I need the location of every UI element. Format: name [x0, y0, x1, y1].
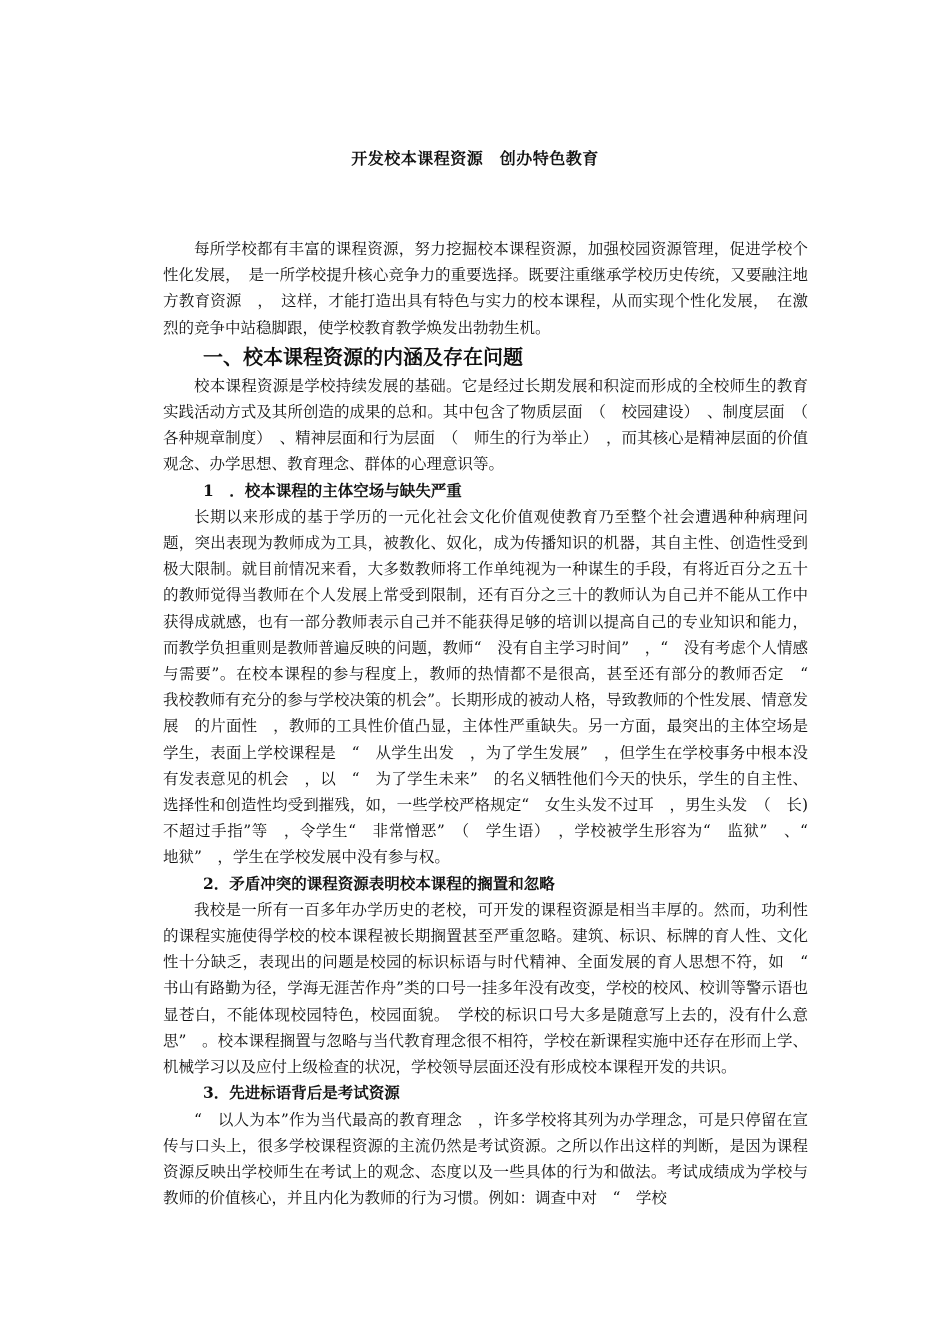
- document-title: 开发校本课程资源 创办特色教育: [351, 149, 599, 168]
- subsection-heading-3: 3．先进标语背后是考试资源: [203, 1083, 400, 1103]
- subsection-heading-2: 2．矛盾冲突的课程资源表明校本课程的搁置和忽略: [203, 873, 555, 893]
- subsection-paragraph-3: “ 以人为本”作为当代最高的教育理念 ，许多学校将其列为办学理念，可是只停留在宣传与口头上，很多学校课程资源的主流仍然是考试资源。之所以作出这样的判断，是因为课程资源反映出学校师生在考试上的观念、态度以及一些具体的行为和做法。考试成绩成为学校与教师的价值核心，并且内化为教师的行为习惯。例如：调查中对 “ 学校: [163, 1110, 808, 1208]
- subsection-heading-1: 1 ．校本课程的主体空场与缺失严重: [203, 480, 462, 500]
- subsection-paragraph-2: 我校是一所有一百多年办学历史的老校，可开发的课程资源是相当丰厚的。然而，功利性的课程实施使得学校的校本课程被长期搁置甚至严重忽略。建筑、标识、标牌的育人性、文化性十分缺乏，表现出的问题是校园的标识标语与时代精神、全面发展的育人思想不符，如 “ 书山有路勤为径，学海无涯苦作舟”类的口号一挂多年没有改变，学校的校风、校训等警示语也显苍白，不能体现校园特色，校园面貌。 学校的标识口号大多是随意写上去的，没有什么意思” 。校本课程搁置与忽略与当代教育理念很不相符，学校在新课程实施中还存在形而上学、机械学习以及应付上级检查的状况，学校领导层面还没有形成校本课程开发的共识。: [163, 900, 824, 1077]
- section-paragraph: 校本课程资源是学校持续发展的基础。它是经过长期发展和积淀而形成的全校师生的教育实践活动方式及其所创造的成果的总和。其中包含了物质层面 （ 校园建设） 、制度层面 （ 各种规章制度） 、精神层面和行为层面 （ 师生的行为举止） ，而其核心是精神层面的价值观念、办学思想、教育理念、群体的心理意识等。: [163, 376, 824, 474]
- section-heading: 一、校本课程资源的内涵及存在问题: [203, 344, 523, 369]
- document-body: [163, 236, 824, 1211]
- subsection-paragraph-1: 长期以来形成的基于学历的一元化社会文化价值观使教育乃至整个社会遭遇种种病理问题，突出表现为教师成为工具，被教化、奴化，成为传播知识的机器，其自主性、创造性受到极大限制。就目前情况来看，大多数教师将工作单纯视为一种谋生的手段，有将近百分之五十的教师觉得当教师在个人发展上常受到限制，还有百分之三十的教师认为自己并不能从工作中获得成就感，也有一部分教师表示自己并不能获得足够的培训以提高自己的专业知识和能力，而教学负担重则是教师普遍反映的问题，教师“ 没有自主学习时间” ，“ 没有考虑个人情感与需要”。在校本课程的参与程度上，教师的热情都不是很高，甚至还有部分的教师否定 “ 我校教师有充分的参与学校决策的机会”。长期形成的被动人格，导致教师的个性发展、情意发展 的片面性 ，教师的工具性价值凸显，主体性严重缺失。另一方面，最突出的主体空场是学生，表面上学校课程是 “ 从学生出发 ，为了学生发展” ，但学生在学校事务中根本没有发表意见的机会 ，以 “ 为了学生未来” 的名义牺牲他们今天的快乐，学生的自主性、选择性和创造性均受到摧残，如，一些学校严格规定“ 女生头发不过耳 ，男生头发 （ 长)不超过手指”等 ，令学生“ 非常憎恶” （ 学生语） ，学校被学生形容为“ 监狱” 、“ 地狱” ，学生在学校发展中没有参与权。: [163, 507, 824, 867]
- intro-paragraph: 每所学校都有丰富的课程资源，努力挖掘校本课程资源，加强校园资源管理，促进学校个性化发展， 是一所学校提升核心竞争力的重要选择。既要注重继承学校历史传统，又要融注地方教育资源 ， 这样，才能打造出具有特色与实力的校本课程，从而实现个性化发展， 在激烈的竞争中站稳脚跟，使学校教育教学焕发出勃勃生机。: [163, 240, 808, 337]
